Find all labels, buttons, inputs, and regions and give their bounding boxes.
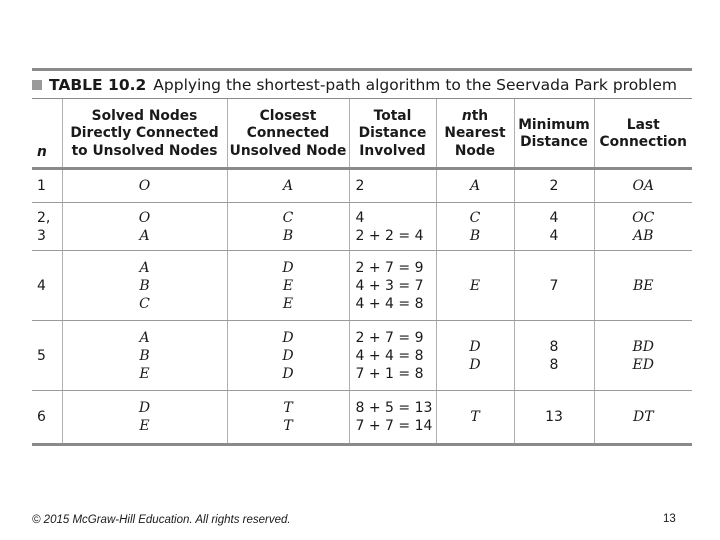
header-line: Last [626,116,660,133]
cell-line: 4 + 4 = 8 [355,347,424,364]
table-row [32,391,692,445]
cell-total-distance [349,169,436,203]
cell-n: 6 [32,391,62,445]
cell-line: D [282,347,294,364]
cell-minimum-distance [514,251,594,321]
cell-line: C [469,209,481,226]
cell-line: O [138,209,151,226]
cell-line: 7 [549,277,559,294]
cell-closest-node [227,169,349,203]
header-line [437,108,514,126]
header-line: Total [373,107,412,124]
header-line: Minimum [518,116,590,133]
cell-line: 2 + 7 = 9 [355,259,424,276]
cell-total-distance [349,321,436,391]
cell-solved-nodes [62,169,227,203]
cell-minimum-distance [514,391,594,445]
cell-minimum-distance [514,203,594,251]
cell-line: A [139,227,150,244]
header-line: Distance [358,125,427,142]
cell-last-connection [594,321,692,391]
cell-line: C [139,295,150,312]
cell-line: OA [632,178,655,194]
header-line: Unsolved Node [229,142,347,159]
cell-line: D [282,259,294,276]
page-number: 13 [663,513,676,525]
table-body [32,169,692,445]
header-line: Connection [599,134,687,150]
cell-n: 5 [32,321,62,391]
table-row [32,251,692,321]
cell-line: 4 + 4 = 8 [355,295,424,312]
cell-line: D [469,356,481,373]
cell-nearest-node [436,321,514,391]
cell-line: C [282,209,294,226]
cell-n: 1 [32,169,62,203]
cell-line: ED [632,356,654,373]
header-line: Closest [259,107,317,124]
cell-solved-nodes [62,251,227,321]
cell-line: 7 + 1 = 8 [355,365,424,382]
cell-line: E [139,365,150,382]
cell-line: A [139,329,150,346]
header-minimum-distance [514,99,594,169]
cell-total-distance [349,391,436,445]
cell-line: E [282,295,294,312]
table-row [32,203,692,251]
cell-line: T [283,400,293,416]
cell-line: OC [632,209,655,226]
table-figure [32,68,692,446]
cell-line: AB [633,227,654,244]
table-title-bar [32,68,692,99]
table-label: TABLE 10.2 [49,75,147,94]
cell-line: 8 [549,338,559,355]
cell-line: A [282,178,294,194]
cell-closest-node [227,391,349,445]
cell-line: 2 [355,178,365,194]
shortest-path-table [32,99,692,446]
cell-line: 2 [549,178,559,194]
cell-total-distance [349,203,436,251]
cell-solved-nodes [62,391,227,445]
cell-line: DT [632,409,654,425]
header-line: Node [454,142,496,159]
header-n: n [32,99,62,169]
cell-line: 13 [545,409,563,425]
header-nth-suffix: th [471,107,489,124]
table-title: Applying the shortest-path algorithm to the Seervada Park problem [153,75,677,94]
cell-line: E [469,277,481,294]
header-line: Distance [520,134,588,150]
cell-nearest-node [436,251,514,321]
cell-last-connection [594,391,692,445]
cell-line: D [282,365,294,382]
cell-n: 4 [32,251,62,321]
table-row [32,321,692,391]
cell-line: B [139,277,150,294]
cell-nearest-node [436,391,514,445]
cell-line: T [283,418,293,434]
cell-line: A [469,178,481,194]
cell-line: A [139,259,150,276]
cell-line: O [138,178,151,194]
cell-line: T [470,409,480,425]
cell-line: BE [632,277,654,294]
header-line: to Unsolved Nodes [71,142,218,159]
header-line: Involved [359,142,426,159]
header-closest-node [227,99,349,169]
cell-closest-node [227,251,349,321]
cell-line: D [282,329,294,346]
cell-line: 8 [549,356,559,373]
header-row [32,99,692,169]
cell-closest-node [227,203,349,251]
cell-line: E [282,277,294,294]
cell-line: BD [632,338,654,355]
cell-last-connection [594,251,692,321]
header-solved-nodes [62,99,227,169]
cell-minimum-distance [514,321,594,391]
cell-solved-nodes [62,203,227,251]
header-line: Nearest [444,125,506,142]
title-square-icon [32,80,42,90]
cell-line: E [139,418,150,434]
header-line: Connected [246,125,330,142]
header-total-distance [349,99,436,169]
header-nth-nearest-node [436,99,514,169]
header-line: Solved Nodes [91,107,198,124]
header-last-connection [594,99,692,169]
cell-total-distance [349,251,436,321]
cell-line: 2 + 7 = 9 [355,329,424,346]
header-nth-italic: n [461,107,472,124]
cell-line: B [282,227,294,244]
cell-nearest-node [436,169,514,203]
cell-minimum-distance [514,169,594,203]
cell-line: D [138,400,151,416]
cell-line: B [469,227,481,244]
cell-line: 4 [549,227,559,244]
copyright-notice: © 2015 McGraw-Hill Education. All rights reserved. [32,514,291,526]
cell-line: 2 + 2 = 4 [355,227,424,244]
cell-line: 4 + 3 = 7 [355,277,424,294]
cell-line: 4 [549,209,559,226]
cell-last-connection [594,203,692,251]
table-row [32,169,692,203]
cell-line: D [469,338,481,355]
cell-last-connection [594,169,692,203]
header-line: Directly Connected [70,125,219,142]
cell-n: 2, 3 [32,203,62,251]
cell-nearest-node [436,203,514,251]
cell-line: B [139,347,150,364]
cell-line: 4 [355,209,365,226]
cell-line: 8 + 5 = 13 [355,400,433,416]
cell-closest-node [227,321,349,391]
cell-line: 7 + 7 = 14 [355,418,433,434]
cell-solved-nodes [62,321,227,391]
